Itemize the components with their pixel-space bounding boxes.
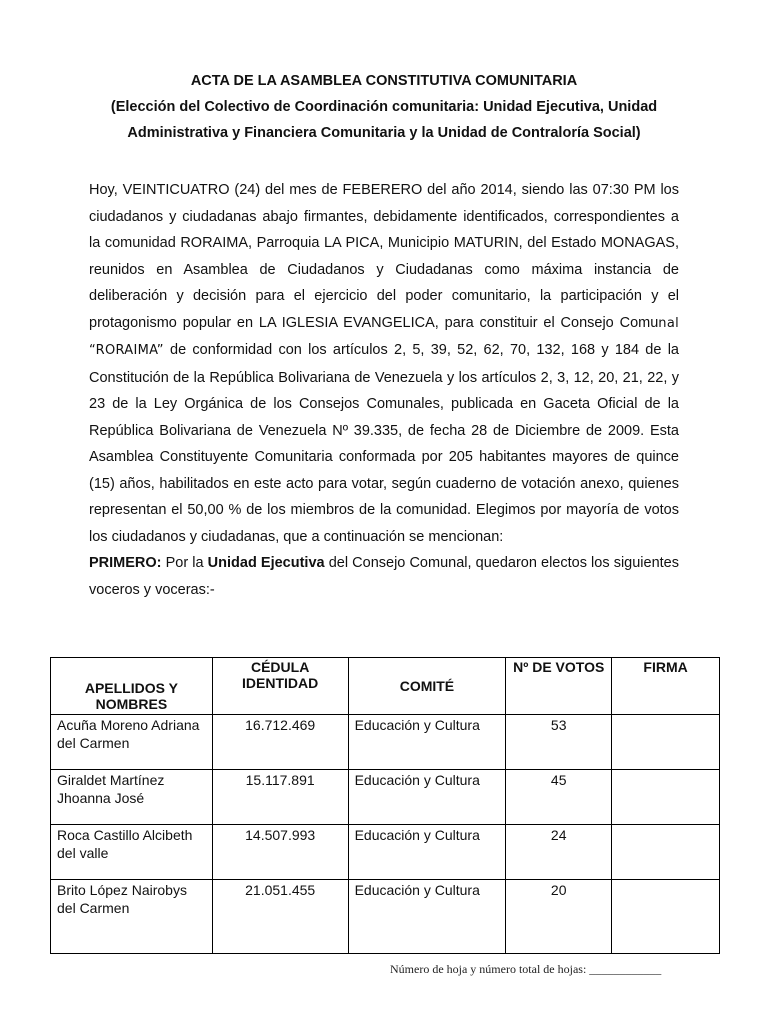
cell-firma[interactable] [612, 770, 720, 825]
header-comite: COMITÉ [348, 658, 506, 715]
table-row [51, 880, 720, 954]
cell-cedula: 15.117.891 [212, 770, 348, 825]
paragraph-primero [89, 550, 679, 603]
cell-comite: Educación y Cultura [348, 880, 506, 954]
cell-nombre: Brito López Nairobys del Carmen [51, 880, 213, 954]
cell-votos: 45 [506, 770, 612, 825]
table-row [51, 770, 720, 825]
cell-cedula: 16.712.469 [212, 715, 348, 770]
header-votos: Nº DE VOTOS [506, 658, 612, 715]
paragraph-intro-council-name: nal “RORAIMA” [89, 315, 679, 358]
cell-comite: Educación y Cultura [348, 825, 506, 880]
table-header-row [51, 658, 720, 715]
header-apellidos-nombres: APELLIDOS Y NOMBRES [51, 658, 213, 715]
table-row [51, 715, 720, 770]
cell-firma[interactable] [612, 880, 720, 954]
document-title: ACTA DE LA ASAMBLEA CONSTITUTIVA COMUNITARIA [190, 73, 578, 89]
cell-comite: Educación y Cultura [348, 715, 506, 770]
cell-nombre: Giraldet Martínez Jhoanna José [51, 770, 213, 825]
document-subtitle-line-1: (Elección del Colectivo de Coordinación comunitaria: Unidad Ejecutiva, Unidad [110, 99, 658, 115]
primero-label: PRIMERO: [89, 555, 162, 571]
paragraph-intro [89, 177, 679, 550]
document-header [60, 68, 708, 146]
cell-comite: Educación y Cultura [348, 770, 506, 825]
cell-cedula: 14.507.993 [212, 825, 348, 880]
cell-cedula: 21.051.455 [212, 880, 348, 954]
cell-firma[interactable] [612, 715, 720, 770]
cell-votos: 24 [506, 825, 612, 880]
document-subtitle-line-2: Administrativa y Financiera Comunitaria y la Unidad de Contraloría Social) [127, 125, 641, 141]
cell-firma[interactable] [612, 825, 720, 880]
primero-text-2: del Consejo Comunal, quedaron electos los siguientes voceros y voceras:- [89, 555, 679, 598]
voceros-table [50, 657, 720, 954]
header-firma: FIRMA [612, 658, 720, 715]
paragraph-intro-part-2: de conformidad con los artículos 2, 5, 39, 52, 62, 70, 132, 168 y 184 de la Constitución de la República Bolivariana de Venezuela y los artículos 2, 3, 12, 20, 21, 22, y 23 de la Ley Orgánica de los Consejos Comunales, publicada en Gaceta Oficial de la República Bolivariana de Venezuela Nº 39.335, de fecha 28 de Diciembre de 2009. Esta Asamblea Constituyente Comunitaria conformada por 205 habitantes mayores de quince (15) años, habilitados en este acto para votar, según cuaderno de votación anexo, quienes representan el 50,00 % de los miembros de la comunidad. Elegimos por mayoría de votos los ciudadanos y ciudadanas, que a continuación se mencionan: [89, 342, 679, 545]
cell-nombre: Roca Castillo Alcibeth del valle [51, 825, 213, 880]
primero-unit-name: Unidad Ejecutiva [207, 555, 325, 571]
table-row [51, 825, 720, 880]
sheet-number-footer: Número de hoja y número total de hojas: ____________ [390, 962, 662, 976]
cell-votos: 20 [506, 880, 612, 954]
cell-votos: 53 [506, 715, 612, 770]
paragraph-intro-part-1: Hoy, VEINTICUATRO (24) del mes de FEBERERO del año 2014, siendo las 07:30 PM los ciudadanos y ciudadanas abajo firmantes, debidamente identificados, correspondientes a la comunidad RORAIMA, Parroquia LA PICA, Municipio MATURIN, del Estado MONAGAS, reunidos en Asamblea de Ciudadanos y Ciudadanas como máxima instancia de deliberación y decisión para el ejercicio del poder comunitario, la participación y el protagonismo popular en LA IGLESIA EVANGELICA, para constituir el Consejo Comu [89, 182, 679, 331]
primero-text-1: Por la [161, 555, 208, 571]
header-cedula: CÉDULA IDENTIDAD [212, 658, 348, 715]
document-body [89, 177, 679, 603]
cell-nombre: Acuña Moreno Adriana del Carmen [51, 715, 213, 770]
